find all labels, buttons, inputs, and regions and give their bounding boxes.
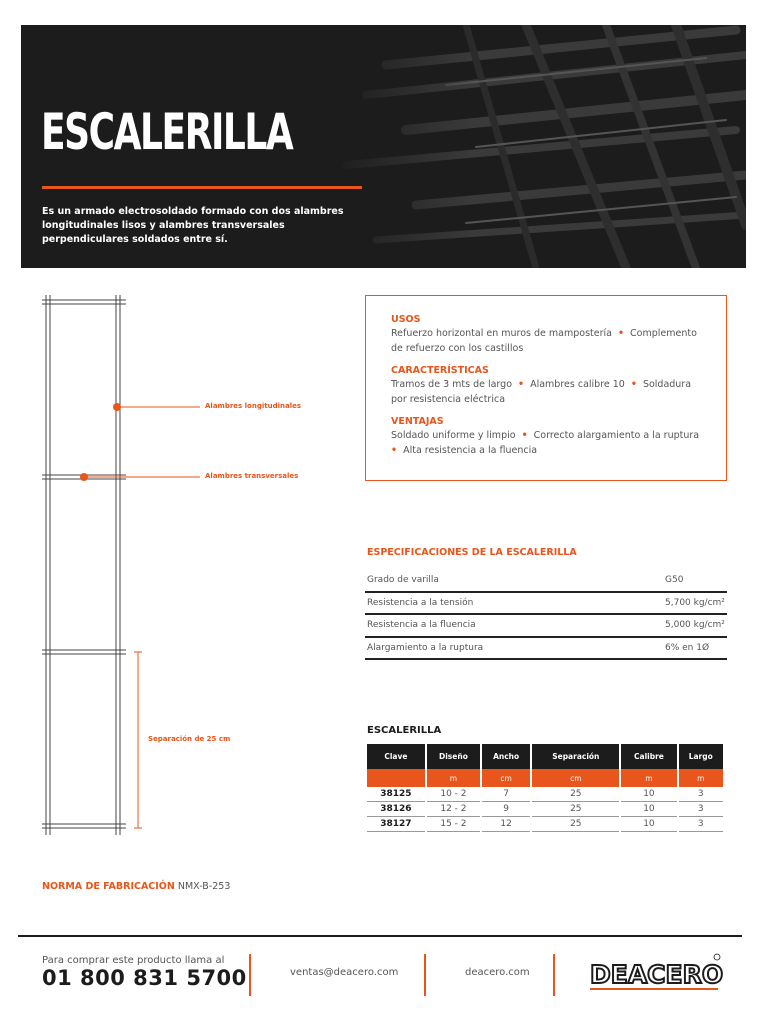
footer-separator [553,954,555,996]
page-title: ESCALERILLA [41,103,293,161]
label-separation: Separación de 25 cm [148,735,231,743]
specs-title: ESPECIFICACIONES DE LA ESCALERILLA [367,547,577,558]
label-longitudinal-wires: Alambres longitudinales [205,402,302,410]
caracteristicas-title: CARACTERÍSTICAS [391,365,489,376]
deacero-logo [586,953,724,995]
specs-table [365,569,727,660]
table-row: 38127 15 - 2 12 25 10 3 [367,817,723,832]
ladder-diagram [38,290,318,838]
spec-row: Resistencia a la tensión 5,700 kg/cm² [365,592,727,615]
phone-number[interactable]: 01 800 831 5700 [42,966,247,990]
product-table [365,744,725,832]
title-underline [42,186,362,189]
norma-label: NORMA DE FABRICACIÓN [42,881,175,892]
usos-text: Refuerzo horizontal en muros de mampostería • Complemento de refuerzo con los castillos [391,328,697,354]
usos-title: USOS [391,314,421,325]
norma-value: NMX-B-253 [177,881,231,892]
product-table-title: ESCALERILLA [367,725,442,736]
table-units-row: m cm cm m m [367,769,723,787]
table-row: 38125 10 - 2 7 25 10 3 [367,787,723,802]
footer-separator [249,954,251,996]
norma-line [42,881,230,892]
email-link[interactable]: ventas@deacero.com [290,967,399,978]
info-box [365,295,727,481]
footer-divider [18,935,742,937]
caracteristicas-text: Tramos de 3 mts de largo • Alambres calibre 10 • Soldadura por resistencia eléctrica [391,379,692,405]
label-transversal-wires: Alambres transversales [205,472,299,480]
product-description: Es un armado electrosoldado formado con dos alambres longitudinales lisos y alambres transversales perpendiculares soldados entre sí. [42,206,344,245]
website-link[interactable]: deacero.com [465,967,530,978]
footer-separator [424,954,426,996]
call-label: Para comprar este producto llama al [42,955,225,966]
hero-banner [21,25,746,268]
spec-row: Alargamiento a la ruptura 6% en 1Ø [365,637,727,660]
spec-row: Resistencia a la fluencia 5,000 kg/cm² [365,614,727,637]
ventajas-text: Soldado uniforme y limpio • Correcto alargamiento a la ruptura • Alta resistencia a la fluencia [391,430,700,456]
rebar-background-image [326,25,746,268]
ventajas-title: VENTAJAS [391,416,444,427]
table-row: 38126 12 - 2 9 25 10 3 [367,802,723,817]
svg-text:DEACERO: DEACERO [590,960,724,989]
table-header-row: Clave Diseño Ancho Separación Calibre Largo [367,744,723,769]
spec-row: Grado de varilla G50 [365,569,727,592]
